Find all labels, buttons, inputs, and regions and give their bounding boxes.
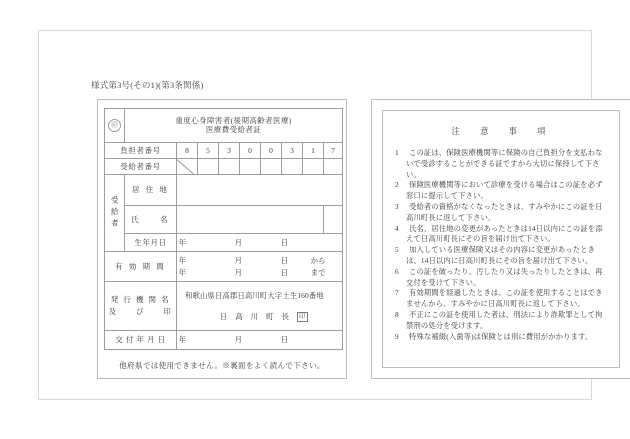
payer-number-row [105,143,343,159]
issuer-seal-icon: 印 [299,312,306,320]
issuer-row [105,282,343,331]
list-item [395,245,609,267]
list-item [395,148,609,180]
list-item [395,267,609,289]
notice-card [371,99,630,379]
list-item [395,180,609,202]
payer-digit-2: 5 [198,143,219,159]
validity-to-year: 年 [178,267,187,277]
birthdate-value[interactable] [177,234,343,252]
payer-digit-1: 8 [177,143,198,159]
recipient-digit-5 [261,159,282,175]
notice-number: 1 [395,148,399,157]
notice-text: 特殊な補綴(入歯等)は保険とは別に費用がかかります。 [409,331,593,341]
list-item [395,310,609,332]
list-item [395,202,609,224]
notice-number: 7 [395,288,399,298]
recipient-digit-8 [324,159,343,175]
payer-digit-7: 1 [303,143,324,159]
issue-date-value[interactable] [177,331,343,350]
validity-to-month: 月 [234,267,243,277]
issuer-mayor-title: 日 高 川 町 長 [219,311,293,321]
form-number-label: 様式第3号(その1)(第3条関係) [91,80,204,90]
notice-text: 有効期間を経過したときは、この証を使用することはできませんから、すみやかに日高川町長に返して下さい。 [406,288,603,309]
payer-digit-8: 7 [324,143,343,159]
notice-text: 受給者の資格がなくなったときは、すみやかにこの証を日高川町長に返して下さい。 [406,201,603,222]
validity-from-day: 日 [280,256,289,266]
list-item [395,288,609,310]
recipient-digit-7 [303,159,324,175]
list-item [395,332,609,343]
validity-to-row [177,268,342,277]
residence-row [105,175,343,206]
recipient-digit-2 [198,159,219,175]
birth-day-marker: 日 [280,237,289,247]
issuer-mayor-line [185,312,342,322]
notice-text: 氏名、居住地の変更があったときは14日以内にこの証を添えて日高川町長にその旨を届け出て下さい。 [406,223,603,244]
notice-number: 4 [395,223,399,233]
validity-label: 有 効 期 間 [105,252,177,282]
notice-text: 保険医療機関等において診療を受ける場合はこの証を必ず窓口に提示して下さい。 [406,180,603,201]
notice-list [383,148,619,342]
validity-value[interactable] [177,252,343,282]
recipient-digit-6 [282,159,303,175]
recipient-digit-1 [177,159,198,175]
recipient-group-label: 受給者 [110,195,120,231]
issue-day-marker: 日 [280,335,289,345]
payer-digit-4: 0 [240,143,261,159]
notice-number: 5 [395,245,399,255]
certificate-card [97,99,347,379]
validity-to-suffix: まで [310,267,326,277]
notice-text: 不正にこの証を使用した者は、刑法により詐欺罪として拘禁刑の処分を受けます。 [406,309,603,330]
issuer-value [177,282,343,331]
name-row [105,206,343,234]
issuer-label [105,282,177,331]
name-value[interactable] [177,206,324,234]
issue-date-row [105,331,343,350]
birth-year-marker: 年 [178,237,187,247]
certificate-title-row [105,109,343,143]
payer-number-label: 負担者番号 [105,143,177,159]
notice-title: 注 意 事 項 [451,127,555,136]
validity-from-month: 月 [234,256,243,266]
issue-year-marker: 年 [178,335,187,345]
payer-digit-5: 0 [261,143,282,159]
notice-inner [382,110,620,368]
certificate-title-line1: 重度心身障害者(後期高齢者医療) [175,115,292,125]
recipient-number-label: 受給者番号 [105,159,177,175]
residence-label: 居 住 地 [125,175,177,206]
validity-row [105,252,343,282]
certificate-title-line2: 医療費受給者証 [205,125,262,134]
validity-from-suffix: から [310,256,326,266]
notice-number: 3 [395,201,399,211]
name-label: 氏 名 [125,206,177,234]
notice-number: 9 [395,331,399,341]
birth-month-marker: 月 [234,237,243,247]
issue-month-marker: 月 [234,335,243,345]
certificate-seal-cell [105,109,125,143]
payer-digit-3: 3 [219,143,240,159]
issuer-label-line1: 発 行 機 関 名 [110,295,171,304]
certificate-inner [104,108,340,350]
recipient-number-row [105,159,343,175]
certificate-footnote: 他府県では使用できません。※裏面をよく読んで下さい。 [119,361,325,370]
document-page [38,30,603,400]
birthdate-row [105,234,343,252]
notice-text: この証を破ったり、汚したり又は失ったりしたときは、再交付を受けて下さい。 [406,266,603,287]
notice-number: 8 [395,309,399,319]
recipient-digit-4 [240,159,261,175]
residence-value[interactable] [177,175,343,206]
recipient-group-label-cell [105,175,125,252]
payer-digit-6: 3 [282,143,303,159]
validity-from-row [177,256,342,265]
issuer-address: 和歌山県日高郡日高川町大字土生160番地 [185,291,324,301]
name-extra-cell[interactable] [324,206,343,234]
notice-number: 2 [395,180,399,190]
certificate-table [104,108,343,350]
notice-text: この証は、保険医療機関等に保険の自己負担分を支払わないで受診することができる証ですから大切に保持して下さい。 [406,148,603,179]
notice-text: 加入している医療保険又はその内容に変更があったときは、14日以内に日高川町長にその旨を届け出て下さい。 [406,245,596,265]
validity-to-day: 日 [280,267,289,277]
list-item [395,224,609,246]
issuer-label-line2: 及 び 印 [108,307,173,316]
certificate-title [125,109,343,143]
official-seal-icon: ㊞ [108,119,121,132]
notice-number: 6 [395,266,399,276]
birthdate-label: 生年月日 [125,234,177,252]
recipient-digit-3 [219,159,240,175]
issue-date-label: 交 付 年 月 日 [105,331,177,350]
validity-from-year: 年 [178,256,187,266]
